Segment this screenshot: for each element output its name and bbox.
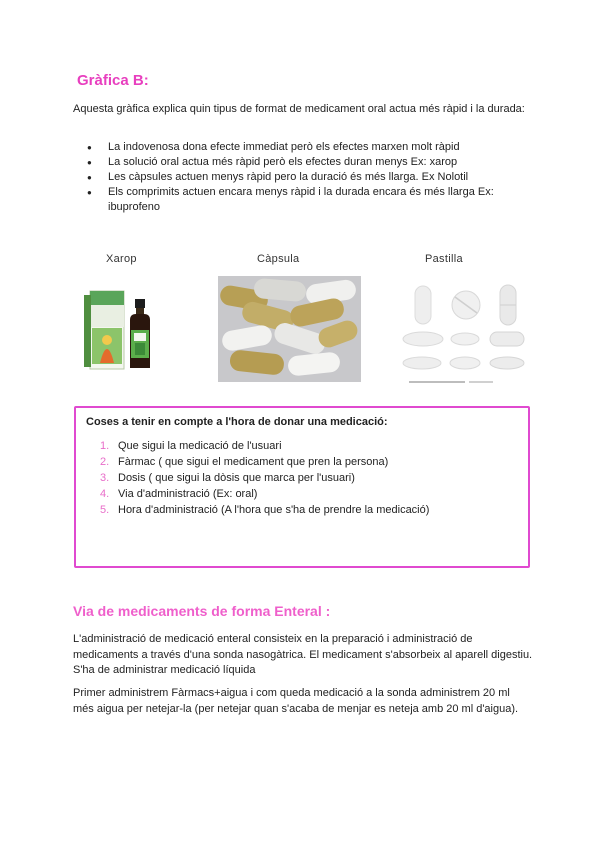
capsula-image: [218, 276, 361, 382]
checklist-item: [100, 486, 429, 502]
bullet-item: ● Les càpsules actuen menys ràpid pero la duració és més llarga. Ex Nolotil: [87, 170, 527, 185]
checklist-number: 3.: [100, 472, 110, 484]
capsula-label: Càpsula: [257, 253, 300, 265]
checklist-text: Que sigui la medicació de l'usuari: [118, 440, 282, 452]
enteral-section-title: Via de medicaments de forma Enteral :: [73, 603, 331, 619]
enteral-paragraph: L'administració de medicació enteral consisteix en la preparació i administració de medicaments a través d'una sonda nasogàtrica. El medicament s'absorbeix al aparell digestiu. S'ha de administrar medicació líquida: [73, 633, 533, 676]
grafica-bullet-list: [87, 140, 527, 215]
medication-checklist-box: [74, 406, 530, 568]
xarop-label: Xarop: [106, 253, 137, 265]
xarop-image: [80, 285, 160, 370]
checklist-item: [100, 438, 429, 454]
checklist-number: 5.: [100, 504, 110, 516]
checklist-number: 2.: [100, 456, 110, 468]
grafica-b-title: Gràfica B:: [77, 72, 149, 89]
checklist-number: 4.: [100, 488, 110, 500]
checklist-item: [100, 454, 429, 470]
pastilla-image: [395, 283, 530, 389]
checklist-text: Fàrmac ( que sigui el medicament que pren la persona): [118, 456, 389, 468]
enteral-paragraph: Primer administrem Fàrmacs+aigua i com queda medicació a la sonda administrem 20 ml més aigua per netejar-la (per netejar quan s'acaba de menjar es neteja amb 20 ml d'aigua).: [73, 687, 519, 715]
pastilla-label: Pastilla: [425, 253, 463, 265]
checklist-title: Coses a tenir en compte a l'hora de donar una medicació:: [86, 416, 388, 428]
bullet-item: ● La solució oral actua més ràpid però els efectes duran menys Ex: xarop: [87, 155, 527, 170]
checklist-item: [100, 502, 429, 518]
grafica-intro: Aquesta gràfica explica quin tipus de format de medicament oral actua més ràpid i la durada:: [73, 103, 525, 115]
bullet-item: ● La indovenosa dona efecte immediat però els efectes marxen molt ràpid: [87, 140, 527, 155]
checklist: [100, 438, 429, 518]
checklist-number: 1.: [100, 440, 110, 452]
checklist-text: Hora d'administració (A l'hora que s'ha de prendre la medicació): [118, 504, 430, 516]
checklist-item: [100, 470, 429, 486]
bullet-item: ● Els comprimits actuen encara menys ràpid i la durada encara és més llarga Ex: ibuprofeno: [87, 185, 527, 215]
checklist-text: Via d'administració (Ex: oral): [118, 488, 258, 500]
checklist-text: Dosis ( que sigui la dòsis que marca per l'usuari): [118, 472, 355, 484]
